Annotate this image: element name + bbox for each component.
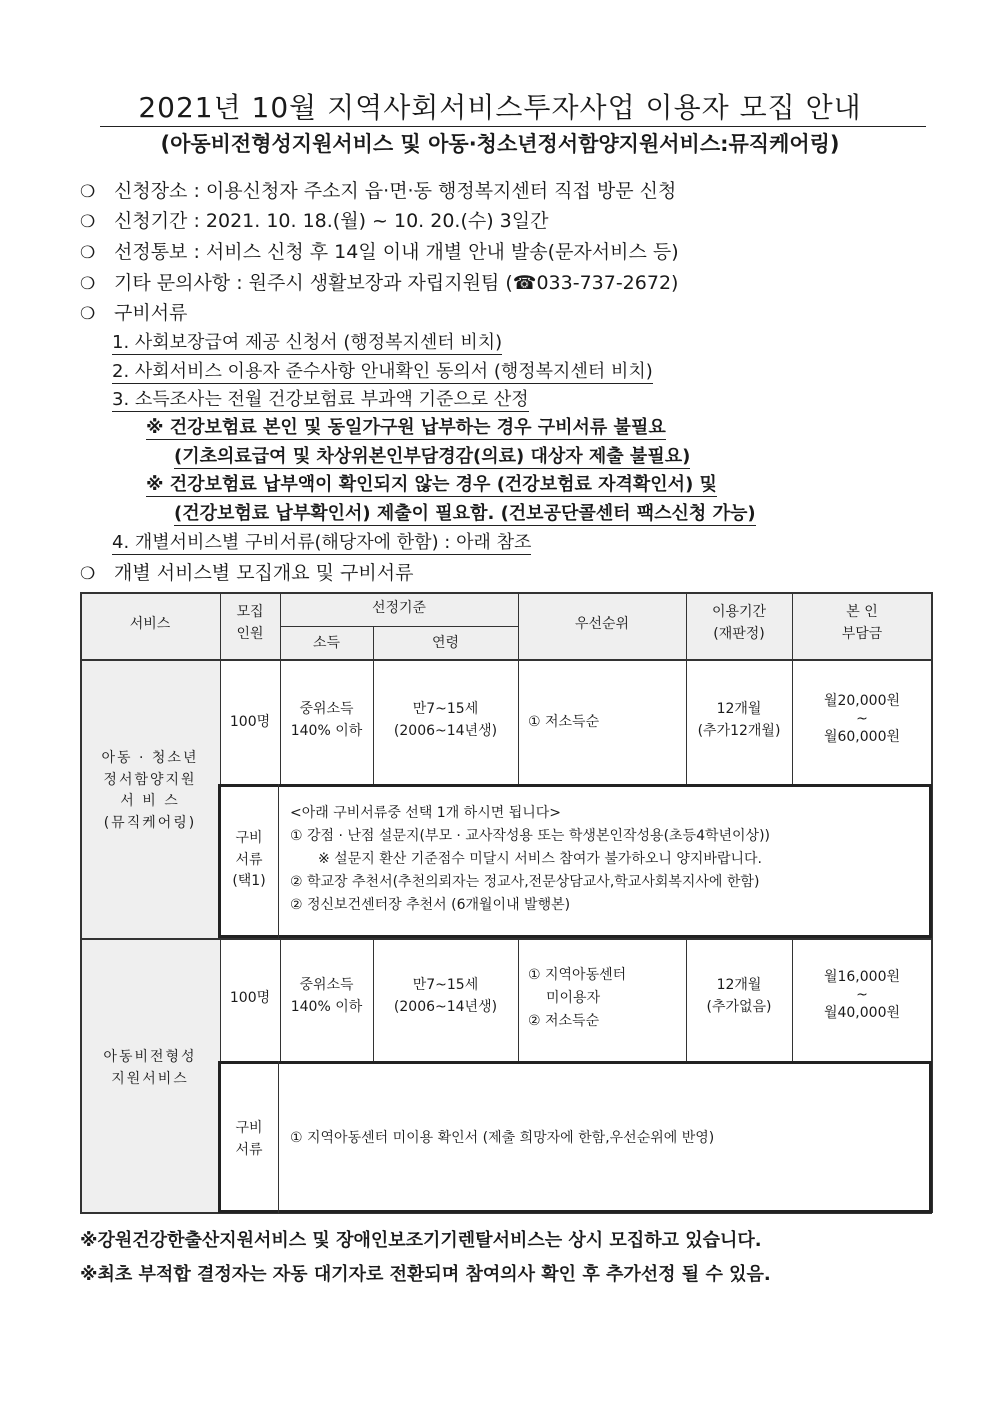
footer-note-1: ※강원건강한출산지원서비스 및 장애인보조기기렌탈서비스는 상시 모집하고 있습니다. [80, 1230, 762, 1251]
th-service: 서비스 [129, 616, 171, 632]
th-period: 이용기간 (재판정) [711, 604, 767, 642]
doc-item-3: 3. 소득조사는 전월 건강보험료 부과액 기준으로 산정 [112, 389, 529, 410]
row1-age: 만7~15세 (2006~14년생) [393, 701, 498, 739]
bullet-icon: ❍ [80, 212, 96, 232]
row1-doc-line: ① 강점 · 난점 설문지(부모 · 교사작성용 또는 학생본인작성용(초등4학년이상)) [290, 828, 771, 844]
bullet-icon: ❍ [80, 182, 96, 202]
footer-note-2: ※최초 부적합 결정자는 자동 대기자로 전환되며 참여의사 확인 후 추가선정 될 수 있음. [80, 1264, 771, 1285]
bullet-icon: ❍ [80, 274, 96, 294]
row1-recruit: 100명 [229, 714, 271, 730]
row1-doc-line: ② 정신보건센터장 추천서 (6개월이내 발행본) [290, 897, 571, 913]
row2-service: 아동비전형성 지원서비스 [103, 1049, 197, 1087]
row2-priority-line: 미이용자 [546, 990, 601, 1006]
row2-recruit: 100명 [229, 990, 271, 1006]
bullet-icon: ❍ [80, 243, 96, 263]
page-title: 2021년 10월 지역사회서비스투자사업 이용자 모집 안내 [138, 91, 862, 124]
bullet-icon: ❍ [80, 564, 96, 584]
doc-item-1: 1. 사회보장급여 제공 신청서 (행정복지센터 비치) [112, 332, 503, 353]
info-notification: ❍ 선정통보 : 서비스 신청 후 14일 이내 개별 안내 발송(문자서비스 등) [80, 241, 679, 263]
row1-doc-line: <아래 구비서류중 선택 1개 하시면 됩니다> [290, 805, 562, 821]
row1-doc-line: ※ 설문지 환산 기준점수 미달시 서비스 참여가 불가하오니 양지바랍니다. [318, 851, 762, 867]
row1-income: 중위소득 140% 이하 [290, 701, 363, 739]
info-documents-heading: ❍ 구비서류 [80, 302, 188, 324]
doc-item-2: 2. 사회서비스 이용자 준수사항 안내확인 동의서 (행정복지센터 비치) [112, 361, 653, 382]
row1-cost: 월20,000원 ~ 월60,000원 [823, 693, 901, 746]
row1-doc-label: 구비 서류 (택1) [232, 830, 266, 890]
th-priority: 우선순위 [574, 616, 630, 632]
row2-period: 12개월 (추가없음) [706, 977, 772, 1015]
th-income: 소득 [312, 635, 341, 651]
info-contact: ❍ 기타 문의사항 : 원주시 생활보장과 자립지원팀 (☎033-737-2672) [80, 272, 679, 294]
doc-note-4: (건강보험료 납부확인서) 제출이 필요함. (건보공단콜센터 팩스신청 가능) [174, 503, 756, 524]
row1-period: 12개월 (추가12개월) [697, 701, 781, 739]
section-title: ❍ 개별 서비스별 모집개요 및 구비서류 [80, 562, 414, 584]
th-recruit: 모집 인원 [236, 604, 264, 642]
row2-doc-label: 구비 서류 [235, 1120, 263, 1158]
doc-note-1: ※ 건강보험료 본인 및 동일가구원 납부하는 경우 구비서류 불필요 [146, 417, 666, 438]
row2-age: 만7~15세 (2006~14년생) [393, 977, 498, 1015]
row1-doc-line: ② 학교장 추천서(추천의뢰자는 정교사,전문상담교사,학교사회복지사에 한함) [290, 874, 760, 890]
row2-doc-line: ① 지역아동센터 미이용 확인서 (제출 희망자에 한함,우선순위에 반영) [290, 1130, 715, 1146]
service-table [80, 592, 932, 1213]
row1-service: 아동 · 청소년 정서함양지원 서 비 스 (뮤직케어링) [101, 750, 199, 832]
th-age: 연령 [431, 635, 460, 651]
page-subtitle: (아동비전형성지원서비스 및 아동·청소년정서함양지원서비스:뮤직케어링) [160, 132, 840, 156]
th-criteria: 선정기준 [371, 600, 427, 616]
bullet-icon: ❍ [80, 304, 96, 324]
doc-note-3: ※ 건강보험료 납부액이 확인되지 않는 경우 (건강보험료 자격확인서) 및 [146, 474, 717, 495]
info-location: ❍ 신청장소 : 이용신청자 주소지 읍·면·동 행정복지센터 직접 방문 신청 [80, 180, 677, 202]
row2-cost: 월16,000원 ~ 월40,000원 [823, 969, 901, 1022]
info-period: ❍ 신청기간 : 2021. 10. 18.(월) ~ 10. 20.(수) 3일간 [80, 210, 549, 232]
row2-income: 중위소득 140% 이하 [290, 977, 363, 1015]
row2-priority-line: ② 저소득순 [528, 1013, 600, 1029]
service-column-bg [80, 660, 220, 1213]
title-underline [100, 126, 926, 127]
row2-priority-line: ① 지역아동센터 [528, 967, 627, 983]
doc-item-4: 4. 개별서비스별 구비서류(해당자에 한함) : 아래 참조 [112, 532, 532, 553]
doc-note-2: (기초의료급여 및 차상위본인부담경감(의료) 대상자 제출 불필요) [174, 446, 691, 467]
th-cost: 본 인 부담금 [841, 604, 883, 642]
row1-priority: ① 저소득순 [528, 714, 600, 730]
